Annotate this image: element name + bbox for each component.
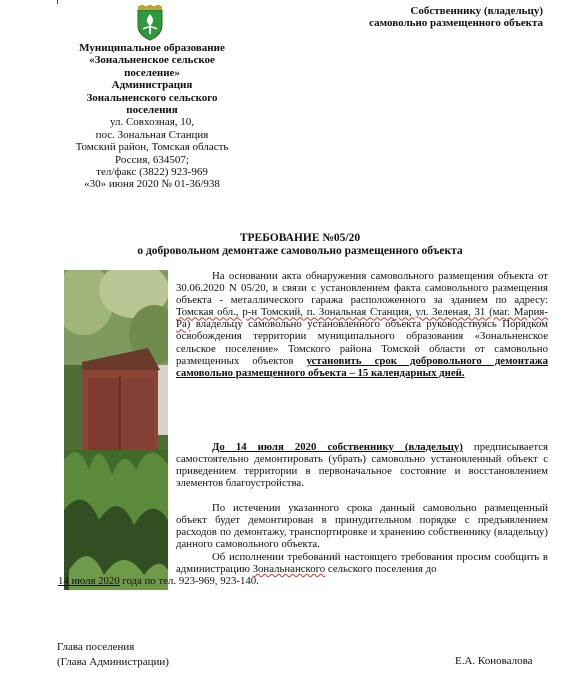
object-address: Томская обл., р-н Томский, п. Зональная Станция, ул. Зеленая, 31 (маг. Мария-Ра) [176, 306, 548, 331]
page-edge-mark [57, 0, 58, 4]
org-name: Зональнанского [252, 563, 326, 576]
position-line: Глава поселения [57, 641, 135, 653]
signature-position [57, 640, 169, 670]
issuer-address-line: Россия, 634507; [115, 153, 189, 166]
issuer-address-line: Томский район, Томская область [75, 141, 229, 154]
issuer-org-line: поселения [126, 104, 178, 117]
body-paragraph-2 [176, 441, 548, 489]
recipient-block [330, 5, 543, 29]
contact-deadline: 14 июля 2020 [58, 575, 120, 588]
issuer-org-line: «Зональненское сельское [89, 54, 215, 67]
issuer-org-line: Муниципальное образование [79, 42, 225, 54]
issuer-block [52, 42, 252, 191]
issuer-org-line: Администрация [111, 79, 193, 92]
body-text: На основании акта обнаружения самовольного размещения объекта от 30.06.2020 N 05/20, в связи с установлением факта самовольного размещения объекта - металлического гаража расположенного за зданием по адресу: [176, 270, 548, 307]
deadline-date: До 14 июля 2020 собственнику (владельцу) [212, 441, 463, 453]
body-text: владельцу самовольно установленного объекта руководствуясь Порядком освобождения территории муниципального образования «Зональненское сельское поселение» Томского района Томской области от самовольно размещенных объектов [176, 318, 548, 367]
signatory-name: Е.А. Коновалова [455, 655, 533, 667]
body-text: сельского поселения до [325, 563, 437, 576]
issuer-address-line: пос. Зональная Станция [95, 128, 209, 141]
issuer-address-line: тел/факс (3822) 923-969 [96, 166, 208, 179]
issuer-org-line: поселение» [124, 66, 180, 79]
garage-photo [64, 270, 168, 590]
coat-of-arms-icon [132, 5, 168, 41]
issuer-date-number: «30» июня 2020 № 01-36/938 [84, 178, 220, 191]
body-paragraph-1 [176, 270, 548, 379]
recipient-line: Собственнику (владельцу) [410, 5, 543, 17]
body-text: Об исполнении требований настоящего требования просим сообщить в администрацию [176, 551, 548, 576]
body-text: предписывается самостоятельно демонтировать (убрать) самовольно установленный объект с приведением территории в первоначальное состояние и восстановлением элементов благоустройства. [176, 441, 548, 490]
body-paragraph-3 [176, 502, 548, 550]
deadline-statement: установить срок добровольного демонтажа самовольно размещенного объекта – 15 календарных дней. [176, 354, 548, 379]
issuer-address-line: ул. Совхозная, 10, [109, 116, 195, 129]
issuer-org-line: Зональненского сельского [86, 91, 218, 104]
title-line: ТРЕБОВАНИЕ №05/20 [239, 232, 361, 244]
position-line: (Глава Администрации) [57, 656, 169, 668]
subtitle-line: о добровольном демонтаже самовольно размещенного объекта [137, 244, 463, 257]
document-title [60, 232, 540, 257]
recipient-line: самовольно размещенного объекта [369, 17, 543, 29]
body-paragraph-4 [58, 551, 548, 587]
body-text: По истечении указанного срока данный самовольно размещенный объект будет демонтирован в принудительном порядке с предъявлением расходов по демонтажу, транспортировке и хранению собственнику (владельцу) данного самовольного объекта. [176, 502, 548, 551]
body-text: года по тел. 923-969, 923-140. [119, 575, 259, 588]
